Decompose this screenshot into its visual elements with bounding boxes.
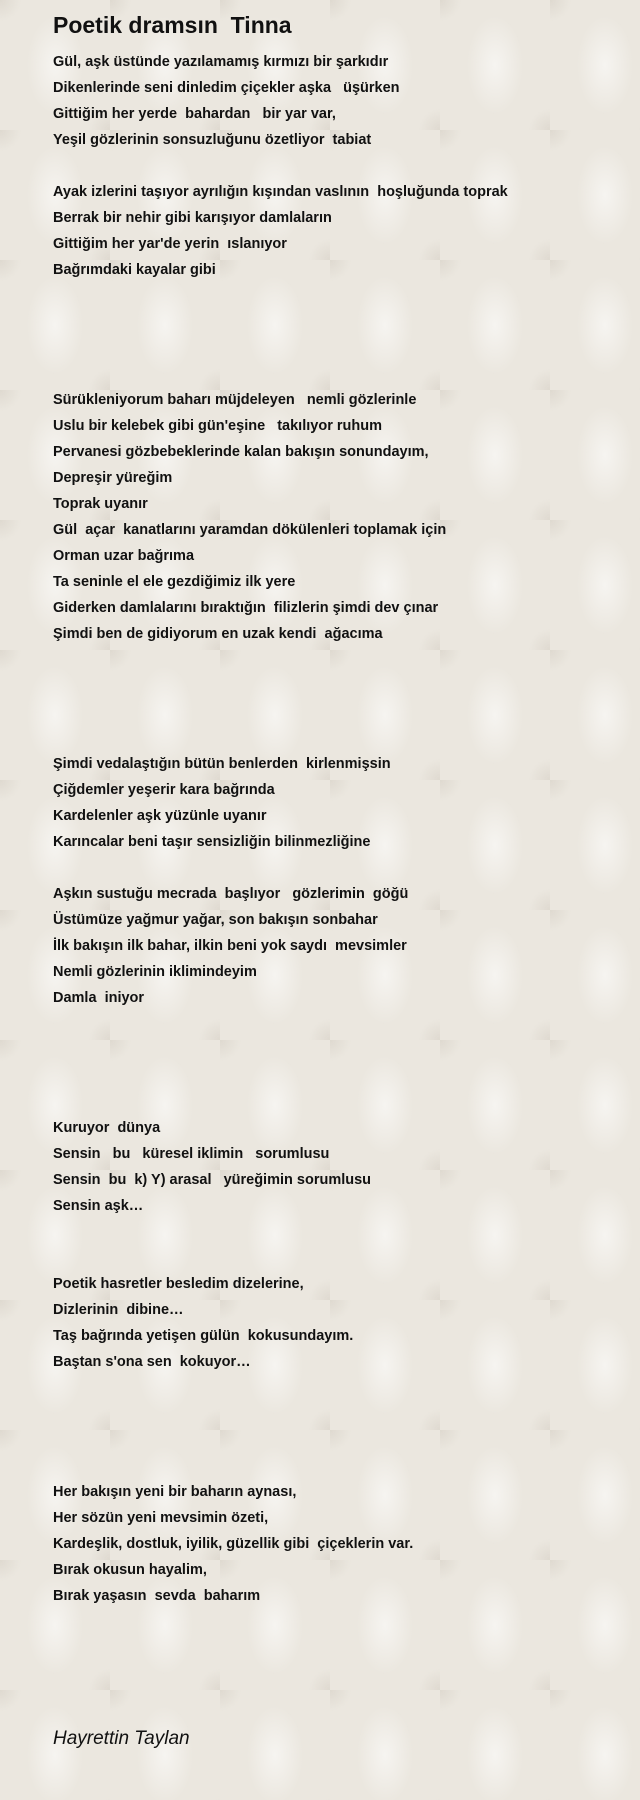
stanza-5 (53, 881, 620, 1011)
poem-line: Üstümüze yağmur yağar, son bakışın sonbahar (53, 912, 378, 928)
stanza-gap (53, 647, 620, 751)
poem-line: Gittiğim her yar'de yerin ıslanıyor (53, 236, 287, 252)
poem-line: Kardelenler aşk yüzünle uyanır (53, 808, 267, 824)
poem-line: Poetik hasretler besledim dizelerine, (53, 1276, 304, 1292)
poem-line: İlk bakışın ilk bahar, ilkin beni yok saydı mevsimler (53, 938, 407, 954)
poem-line: Bağrımdaki kayalar gibi (53, 262, 216, 278)
poem-line: Şimdi ben de gidiyorum en uzak kendi ağacıma (53, 626, 383, 642)
poem-line: Sensin aşk… (53, 1198, 144, 1214)
poem-line: Pervanesi gözbebeklerinde kalan bakışın sonundayım, (53, 444, 429, 460)
poem-line: Giderken damlalarını bıraktığın filizlerin şimdi dev çınar (53, 600, 439, 616)
poem-line: Sensin bu küresel iklimin sorumlusu (53, 1146, 330, 1162)
stanza-6 (53, 1115, 620, 1219)
poem-line: Gittiğim her yerde bahardan bir yar var, (53, 106, 336, 122)
poem-line: Ayak izlerini taşıyor ayrılığın kışından vaslının hoşluğunda toprak (53, 184, 508, 200)
poem-line: Ta seninle el ele gezdiğimiz ilk yere (53, 574, 296, 590)
poem-line: Orman uzar bağrıma (53, 548, 195, 564)
poem-line: Sensin bu k) Y) arasal yüreğimin sorumlusu (53, 1172, 372, 1188)
poem-line: Dikenlerinde seni dinledim çiçekler aşka üşürken (53, 80, 400, 96)
stanza-gap (53, 1375, 620, 1479)
poem-line: Yeşil gözlerinin sonsuzluğunu özetliyor tabiat (53, 132, 372, 148)
stanza-gap (53, 1219, 620, 1271)
poem-line: Toprak uyanır (53, 496, 148, 512)
poem-line: Sürükleniyorum baharı müjdeleyen nemli gözlerinle (53, 392, 417, 408)
poem-line: Çiğdemler yeşerir kara bağrında (53, 782, 275, 798)
author-signature: Hayrettin Taylan (53, 1728, 190, 1749)
poem-line: Gül, aşk üstünde yazılamamış kırmızı bir şarkıdır (53, 54, 389, 70)
stanza-2 (53, 179, 620, 283)
poem-line: Depreşir yüreğim (53, 470, 173, 486)
stanza-gap (53, 855, 620, 881)
stanza-gap (53, 283, 620, 387)
poem-line: Dizlerinin dibine… (53, 1302, 184, 1318)
poem-line: Aşkın sustuğu mecrada başlıyor gözlerimin göğü (53, 886, 409, 902)
poem-line: Her bakışın yeni bir baharın aynası, (53, 1484, 297, 1500)
poem-line: Gül açar kanatlarını yaramdan dökülenleri toplamak için (53, 522, 447, 538)
stanza-gap (53, 153, 620, 179)
poem-line: Kuruyor dünya (53, 1120, 161, 1136)
poem-line: Berrak bir nehir gibi karışıyor damlaların (53, 210, 332, 226)
poem-line: Her sözün yeni mevsimin özeti, (53, 1510, 269, 1526)
stanza-8 (53, 1479, 620, 1609)
poem-line: Karıncalar beni taşır sensizliğin bilinmezliğine (53, 834, 371, 850)
poem-line: Taş bağrında yetişen gülün kokusundayım. (53, 1328, 354, 1344)
poem-line: Uslu bir kelebek gibi gün'eşine takılıyor ruhum (53, 418, 382, 434)
poem-line: Baştan s'ona sen kokuyor… (53, 1354, 251, 1370)
stanza-gap (53, 1011, 620, 1115)
poem-line: Kardeşlik, dostluk, iyilik, güzellik gibi çiçeklerin var. (53, 1536, 414, 1552)
poem-title: Poetik dramsın Tinna (53, 12, 292, 38)
poem-line: Şimdi vedalaştığın bütün benlerden kirlenmişsin (53, 756, 391, 772)
poem-line: Damla iniyor (53, 990, 145, 1006)
stanza-1 (53, 49, 620, 153)
poem-line: Bırak yaşasın sevda baharım (53, 1588, 261, 1604)
stanza-7 (53, 1271, 620, 1375)
poem-line: Bırak okusun hayalim, (53, 1562, 207, 1578)
stanza-4 (53, 751, 620, 855)
poem-line: Nemli gözlerinin iklimindeyim (53, 964, 257, 980)
stanza-3 (53, 387, 620, 647)
